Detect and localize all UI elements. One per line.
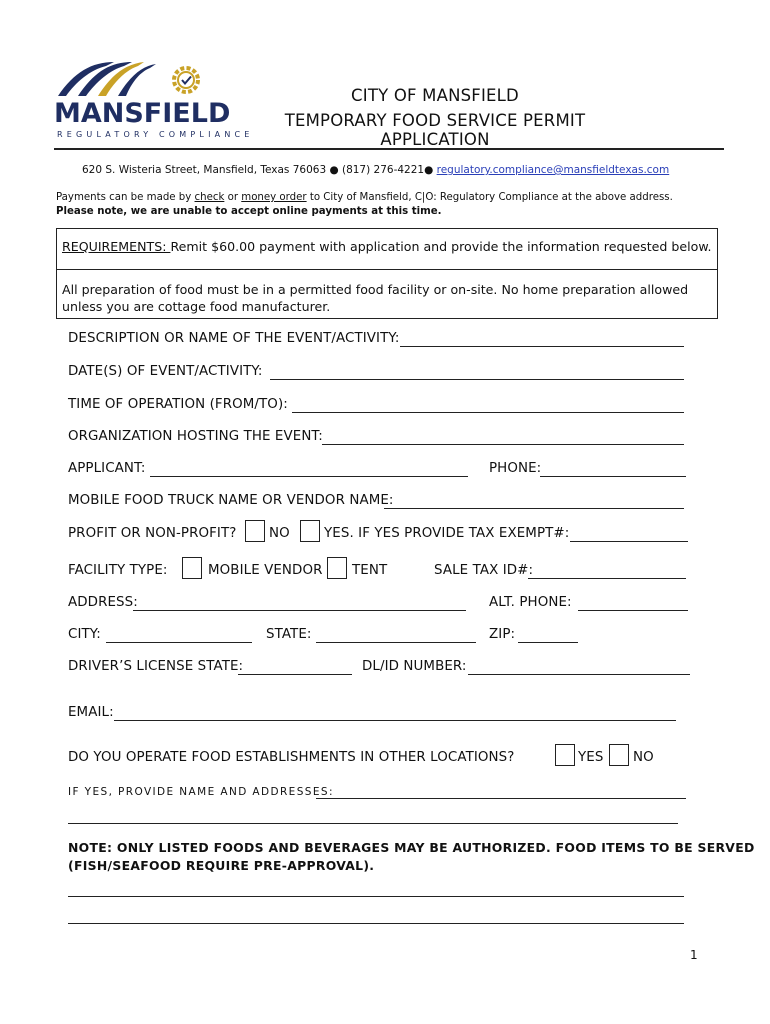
- mansfield-logo: [54, 58, 254, 146]
- time-of-operation-label: TIME OF OPERATION (FROM/TO):: [68, 397, 288, 412]
- mobile-vendor-checkbox[interactable]: [182, 557, 202, 579]
- address-field[interactable]: [133, 610, 466, 611]
- applicant-label: APPLICANT:: [68, 461, 146, 476]
- payment-note: Please note, we are unable to accept online payments at this time.: [56, 206, 442, 217]
- tent-label: TENT: [352, 563, 388, 578]
- other-locations-detail-label: IF YES, PROVIDE NAME AND ADDRESSES:: [68, 786, 334, 798]
- organization-label: ORGANIZATION HOSTING THE EVENT:: [68, 429, 323, 444]
- payment-check: check: [194, 192, 225, 203]
- city-field[interactable]: [106, 642, 252, 643]
- event-description-label: DESCRIPTION OR NAME OF THE EVENT/ACTIVITY:: [68, 331, 400, 346]
- header-divider: [54, 148, 724, 150]
- other-locations-field-1[interactable]: [316, 798, 686, 799]
- email-field[interactable]: [114, 720, 676, 721]
- city-label: CITY:: [68, 627, 101, 642]
- payment-text-2: or: [224, 192, 242, 203]
- no-label: NO: [269, 526, 290, 541]
- state-field[interactable]: [316, 642, 476, 643]
- dl-state-label: DRIVER’S LICENSE STATE:: [68, 659, 244, 674]
- other-locations-yes-checkbox[interactable]: [555, 744, 575, 766]
- page-title-line2: TEMPORARY FOOD SERVICE PERMIT APPLICATION: [284, 111, 586, 149]
- payment-text-3: to City of Mansfield, C|O: Regulatory Compliance at the above address.: [306, 192, 673, 203]
- other-locations-yes-label: YES: [578, 750, 604, 765]
- logo-subtitle: REGULATORY COMPLIANCE: [57, 130, 254, 139]
- logo-wordmark: MANSFIELD: [54, 98, 231, 129]
- event-dates-label: DATE(S) OF EVENT/ACTIVITY:: [68, 364, 263, 379]
- event-description-field[interactable]: [400, 346, 684, 347]
- food-items-field-2[interactable]: [68, 923, 684, 924]
- page-title-line1: CITY OF MANSFIELD: [351, 86, 519, 105]
- food-items-field-1[interactable]: [68, 896, 684, 897]
- zip-field[interactable]: [518, 642, 578, 643]
- contact-email-link[interactable]: regulatory.compliance@mansfieldtexas.com: [436, 164, 670, 176]
- logo-mark-icon: [54, 58, 214, 98]
- dl-state-field[interactable]: [238, 674, 352, 675]
- payment-money-order: money order: [241, 192, 307, 203]
- payment-text-1: Payments can be made by: [56, 192, 195, 203]
- vendor-name-field[interactable]: [384, 508, 684, 509]
- other-locations-no-label: NO: [633, 750, 654, 765]
- tax-exempt-field[interactable]: [570, 541, 688, 542]
- facility-type-label: FACILITY TYPE:: [68, 563, 168, 578]
- alt-phone-field[interactable]: [578, 610, 688, 611]
- other-locations-field-2[interactable]: [68, 823, 678, 824]
- sale-tax-label: SALE TAX ID#:: [434, 563, 534, 578]
- state-label: STATE:: [266, 627, 312, 642]
- non-profit-no-checkbox[interactable]: [245, 520, 265, 542]
- dl-number-label: DL/ID NUMBER:: [362, 659, 467, 674]
- tent-checkbox[interactable]: [327, 557, 347, 579]
- other-locations-label: DO YOU OPERATE FOOD ESTABLISHMENTS IN OTHER LOCATIONS?: [68, 750, 515, 765]
- note-line-1: NOTE: ONLY LISTED FOODS AND BEVERAGES MAY BE AUTHORIZED. FOOD ITEMS TO BE SERVED: [68, 840, 755, 855]
- contact-line: [82, 164, 669, 176]
- other-locations-no-checkbox[interactable]: [609, 744, 629, 766]
- email-label: EMAIL:: [68, 705, 114, 720]
- non-profit-yes-checkbox[interactable]: [300, 520, 320, 542]
- organization-field[interactable]: [322, 444, 684, 445]
- mobile-vendor-label: MOBILE VENDOR: [208, 563, 323, 578]
- requirements-text: [62, 239, 712, 254]
- vendor-name-label: MOBILE FOOD TRUCK NAME OR VENDOR NAME:: [68, 493, 394, 508]
- profit-label: PROFIT OR NON-PROFIT?: [68, 526, 237, 541]
- contact-address: 620 S. Wisteria Street, Mansfield, Texas 76063 ● (817) 276-4221●: [82, 164, 437, 176]
- zip-label: ZIP:: [489, 627, 516, 642]
- requirements-body: Remit $60.00 payment with application and provide the information requested below.: [170, 239, 712, 254]
- alt-phone-label: ALT. PHONE:: [489, 595, 572, 610]
- note-line-2: (FISH/SEAFOOD REQUIRE PRE-APPROVAL).: [68, 858, 375, 873]
- address-label: ADDRESS:: [68, 595, 138, 610]
- preparation-text: All preparation of food must be in a permitted food facility or on-site. No home preparation allowed unless you are cottage food manufacturer.: [62, 282, 689, 314]
- sale-tax-field[interactable]: [528, 578, 686, 579]
- event-dates-field[interactable]: [270, 379, 684, 380]
- applicant-field[interactable]: [150, 476, 468, 477]
- phone-label: PHONE:: [489, 461, 542, 476]
- phone-field[interactable]: [540, 476, 686, 477]
- tax-exempt-label: YES. IF YES PROVIDE TAX EXEMPT#:: [324, 526, 570, 541]
- dl-number-field[interactable]: [468, 674, 690, 675]
- time-of-operation-field[interactable]: [292, 412, 684, 413]
- payment-info: [56, 192, 673, 203]
- page-number: 1: [690, 948, 698, 962]
- requirements-label: REQUIREMENTS:: [62, 239, 171, 254]
